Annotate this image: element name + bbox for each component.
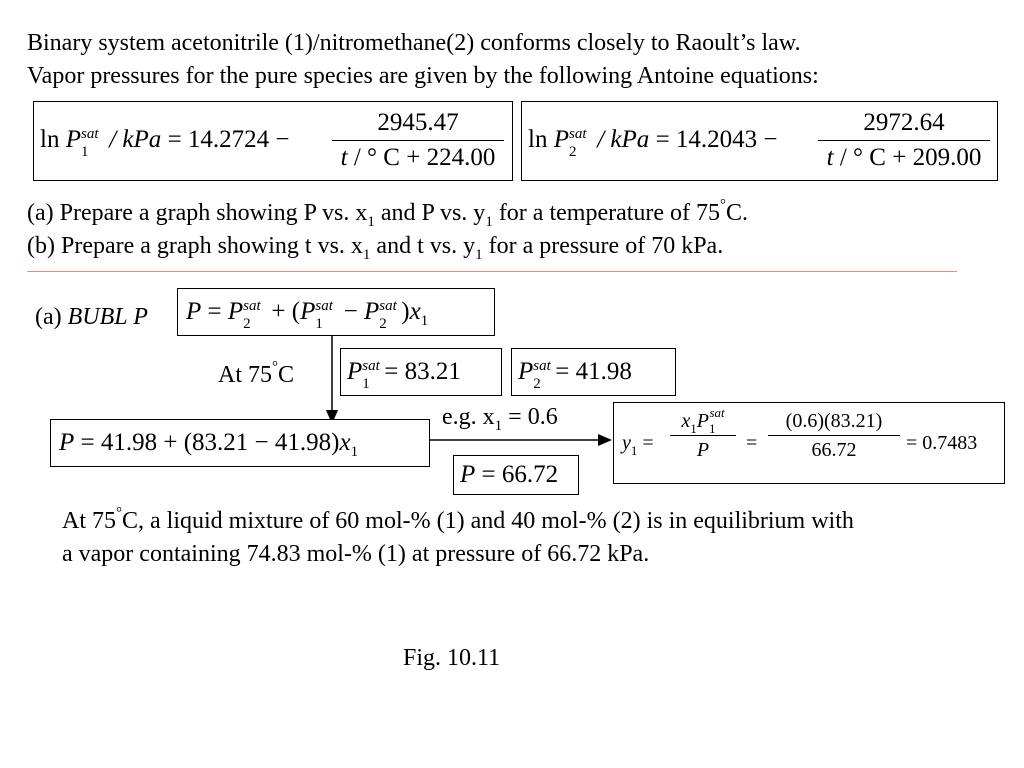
conclusion-line-2: a vapor containing 74.83 mol-% (1) at pressure of 66.72 kPa. [62, 541, 650, 567]
p1-sat-box: P sat 1 = 83.21 [340, 348, 502, 396]
question-b: (b) Prepare a graph showing t vs. $x_1$ and t vs. $y_1$ for a pressure of 70 kPa. [27, 233, 724, 263]
intro-line-1: Binary system acetonitrile (1)/nitromethane(2) conforms closely to Raoult’s law. [27, 30, 801, 56]
example-x1: e.g. $x_1 = 0.6$ [442, 404, 558, 434]
intro-line-2: Vapor pressures for the pure species are given by the following Antoine equations: [27, 63, 819, 89]
right-arrow-icon [430, 430, 615, 450]
y1-calculation-box: $y_1$ = $x_1P_1^{sat}$ P = (0.6)(83.21) 66.72 = 0.7483 [613, 402, 1005, 484]
bubl-p-label: (a) BUBL P [35, 304, 148, 330]
at-temperature-label: At 75°C [218, 359, 295, 388]
antoine-equation-2-lhs: ln P sat 2 / kPa = 14.2043 − [528, 126, 778, 160]
p-expression-box: $P = 41.98 + (83.21 - 41.98)x_1$ [50, 419, 430, 467]
antoine-equation-1-box [33, 101, 513, 181]
p-result-box: P = 66.72 [453, 455, 579, 495]
antoine-equation-2-box [521, 101, 998, 181]
antoine-equation-1-fraction: 2945.47 t / ° C + 224.00 [332, 108, 504, 173]
antoine-equation-2-fraction: 2972.64 t / ° C + 209.00 [818, 108, 990, 173]
conclusion-line-1: At 75°C, a liquid mixture of 60 mol-% (1) and 40 mol-% (2) is in equilibrium with [62, 505, 854, 534]
p2-sat-box: P sat 2 = 41.98 [511, 348, 676, 396]
bubl-p-equation-box: P = P sat 2 + (P sat 1 − P sat 2 )$x_1$ [177, 288, 495, 336]
antoine-equation-1-lhs: ln P sat 1 / kPa = 14.2724 − [40, 126, 290, 160]
question-a: (a) Prepare a graph showing P vs. $x_1$ and P vs. $y_1$ for a temperature of 75°C. [27, 197, 749, 230]
figure-caption: Fig. 10.11 [403, 645, 501, 671]
section-divider [27, 271, 957, 272]
